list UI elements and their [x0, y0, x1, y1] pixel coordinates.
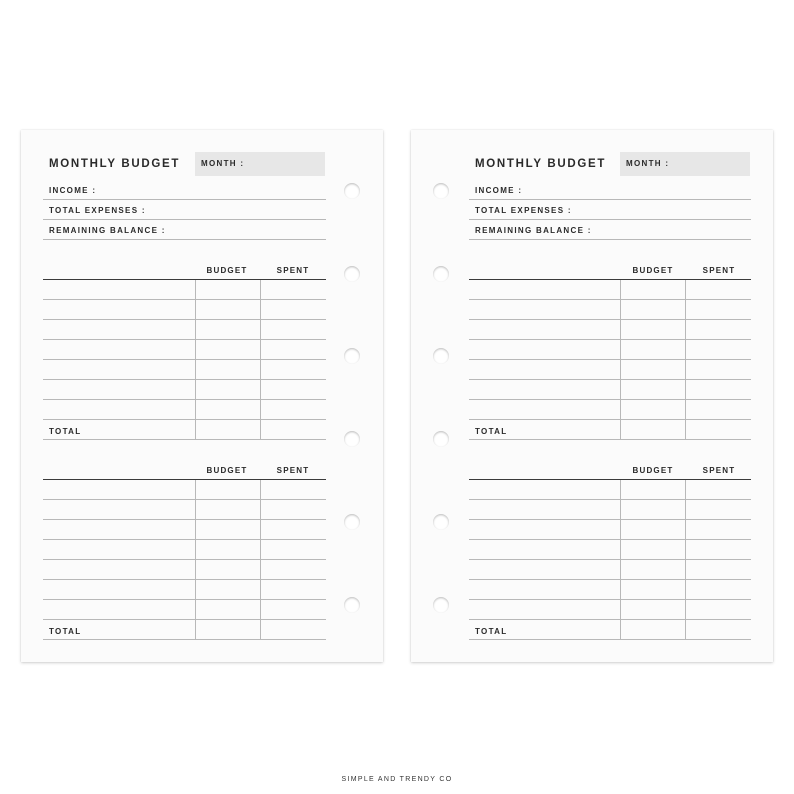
- remaining-balance-label: REMAINING BALANCE :: [49, 226, 166, 235]
- budget-column-header: BUDGET: [632, 266, 674, 275]
- table-header-rule: [469, 479, 751, 480]
- table-row[interactable]: [469, 399, 751, 400]
- table-row[interactable]: [43, 319, 326, 320]
- remaining-balance-line[interactable]: [43, 239, 326, 240]
- column-divider: [260, 480, 261, 640]
- planner-page-right: [411, 130, 773, 662]
- column-divider: [260, 280, 261, 440]
- binder-hole: [344, 266, 360, 282]
- total-expenses-line[interactable]: [469, 219, 751, 220]
- month-field[interactable]: [620, 152, 750, 176]
- month-label: MONTH :: [626, 159, 670, 168]
- table-row[interactable]: [43, 619, 326, 620]
- column-divider: [685, 480, 686, 640]
- binder-hole: [433, 266, 449, 282]
- table-row[interactable]: [469, 499, 751, 500]
- binder-hole: [344, 348, 360, 364]
- page-title: MONTHLY BUDGET: [475, 158, 607, 170]
- remaining-balance-line[interactable]: [469, 239, 751, 240]
- table-header-rule: [43, 479, 326, 480]
- planner-page-left: [21, 130, 383, 662]
- table-row[interactable]: [43, 379, 326, 380]
- column-divider: [685, 280, 686, 440]
- month-label: MONTH :: [201, 159, 245, 168]
- binder-hole: [344, 514, 360, 530]
- total-label: TOTAL: [49, 627, 82, 636]
- total-label: TOTAL: [475, 627, 508, 636]
- table-row[interactable]: [43, 419, 326, 420]
- column-divider: [620, 280, 621, 440]
- table-row[interactable]: [469, 559, 751, 560]
- spent-column-header: SPENT: [276, 466, 310, 475]
- table-row[interactable]: [469, 539, 751, 540]
- spent-column-header: SPENT: [276, 266, 310, 275]
- table-row[interactable]: [43, 399, 326, 400]
- total-expenses-label: TOTAL EXPENSES :: [475, 206, 572, 215]
- column-divider: [195, 280, 196, 440]
- binder-hole: [344, 431, 360, 447]
- income-label: INCOME :: [475, 186, 523, 195]
- table-row[interactable]: [469, 339, 751, 340]
- spent-column-header: SPENT: [702, 466, 736, 475]
- column-divider: [195, 480, 196, 640]
- budget-column-header: BUDGET: [206, 466, 248, 475]
- income-line[interactable]: [43, 199, 326, 200]
- income-label: INCOME :: [49, 186, 97, 195]
- binder-hole: [433, 514, 449, 530]
- brand-footer: SIMPLE AND TRENDY CO: [341, 776, 453, 783]
- table-row[interactable]: [43, 359, 326, 360]
- table-row[interactable]: [469, 579, 751, 580]
- page-title: MONTHLY BUDGET: [49, 158, 181, 170]
- total-row[interactable]: [469, 639, 751, 640]
- remaining-balance-label: REMAINING BALANCE :: [475, 226, 592, 235]
- budget-column-header: BUDGET: [206, 266, 248, 275]
- total-expenses-line[interactable]: [43, 219, 326, 220]
- total-row[interactable]: [469, 439, 751, 440]
- binder-hole: [433, 183, 449, 199]
- binder-hole: [433, 597, 449, 613]
- table-row[interactable]: [469, 599, 751, 600]
- budget-column-header: BUDGET: [632, 466, 674, 475]
- table-header-rule: [469, 279, 751, 280]
- binder-hole: [433, 348, 449, 364]
- binder-hole: [344, 597, 360, 613]
- spent-column-header: SPENT: [702, 266, 736, 275]
- total-label: TOTAL: [49, 427, 82, 436]
- income-line[interactable]: [469, 199, 751, 200]
- total-label: TOTAL: [475, 427, 508, 436]
- table-row[interactable]: [469, 379, 751, 380]
- table-row[interactable]: [43, 539, 326, 540]
- table-row[interactable]: [43, 559, 326, 560]
- table-row[interactable]: [43, 499, 326, 500]
- table-row[interactable]: [469, 319, 751, 320]
- table-header-rule: [43, 279, 326, 280]
- table-row[interactable]: [469, 299, 751, 300]
- binder-hole: [344, 183, 360, 199]
- table-row[interactable]: [43, 339, 326, 340]
- table-row[interactable]: [469, 419, 751, 420]
- binder-hole: [433, 431, 449, 447]
- total-expenses-label: TOTAL EXPENSES :: [49, 206, 146, 215]
- total-row[interactable]: [43, 439, 326, 440]
- month-field[interactable]: [195, 152, 325, 176]
- table-row[interactable]: [43, 579, 326, 580]
- table-row[interactable]: [43, 519, 326, 520]
- table-row[interactable]: [43, 299, 326, 300]
- table-row[interactable]: [469, 359, 751, 360]
- column-divider: [620, 480, 621, 640]
- table-row[interactable]: [469, 519, 751, 520]
- table-row[interactable]: [469, 619, 751, 620]
- total-row[interactable]: [43, 639, 326, 640]
- table-row[interactable]: [43, 599, 326, 600]
